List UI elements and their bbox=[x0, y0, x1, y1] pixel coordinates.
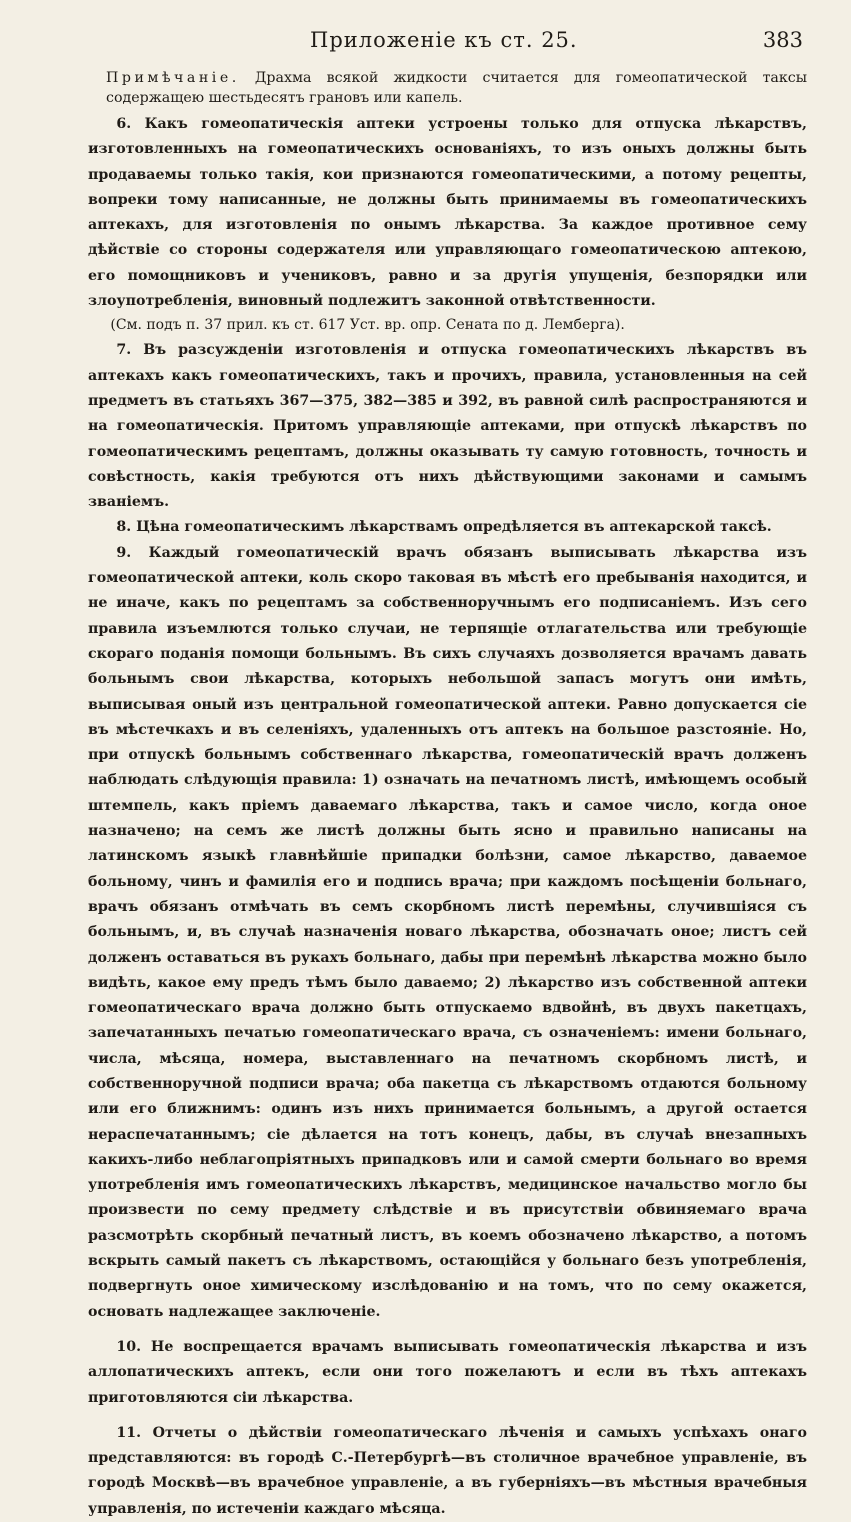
note-text: Драхма всякой жидкости считается для гомеопатической таксы содержащею шестьдесятъ грановъ или капель. bbox=[106, 70, 807, 106]
article-number: 7. bbox=[116, 342, 132, 359]
citation-note: (См. подъ п. 37 прил. къ ст. 617 Уст. вр. опр. Сената по д. Лемберга). bbox=[110, 317, 625, 334]
article-number: 9. bbox=[116, 544, 132, 561]
article-9 bbox=[88, 541, 807, 1325]
spacer bbox=[88, 1325, 807, 1335]
spacer bbox=[88, 1411, 807, 1421]
article-text: Цѣна гомеопатическимъ лѣкарствамъ опредѣляется въ аптекарской таксѣ. bbox=[131, 519, 772, 536]
article-text: Не воспрещается врачамъ выписывать гомеопатическія лѣкарства и изъ аллопатическихъ аптекъ, если они того пожелаютъ и если въ тѣхъ аптекахъ приготовляются сіи лѣкарства. bbox=[88, 1338, 807, 1406]
article-number: 11. bbox=[116, 1424, 142, 1441]
page-header bbox=[88, 22, 807, 68]
article-6 bbox=[88, 112, 807, 314]
article-number: 8. bbox=[116, 519, 132, 536]
note-paragraph bbox=[106, 68, 807, 108]
article-7 bbox=[88, 338, 807, 515]
article-text: Отчеты о дѣйствіи гомеопатическаго лѣченія и самыхъ успѣхахъ онаго представляются: въ городѣ С.-Петербургѣ—въ столичное врачебное управленіе, въ городѣ Москвѣ—въ врачебное управленіе, а въ губерніяхъ—въ мѣстныя врачебныя управленія, по истеченіи каждаго мѣсяца. bbox=[88, 1424, 807, 1517]
article-number: 6. bbox=[116, 116, 132, 132]
article-text: Какъ гомеопатическія аптеки устроены только для отпуска лѣкарствъ, изготовленныхъ на гомеопатическихъ основаніяхъ, то изъ оныхъ должны быть продаваемы только такія, кои признаются гомеопатическими, а потому рецепты, вопреки тому написанные, не должны быть принимаемы въ гомеопатическихъ аптекахъ, для изготовленія по онымъ лѣкарства. За каждое противное сему дѣйствіе со стороны содержателя или управляющаго гомеопатическою аптекою, его помощниковъ и учениковъ, равно и за другія упущенія, безпорядки или злоупотребленія, виновный подлежитъ законной отвѣтственности. bbox=[88, 116, 807, 310]
article-text: Каждый гомеопатическій врачъ обязанъ выписывать лѣкарства изъ гомеопатической аптеки, коль скоро таковая въ мѣстѣ его пребыванія находится, и не иначе, какъ по рецептамъ за собственноручнымъ его подписаніемъ. Изъ сего правила изъемлются только случаи, не терпящіе отлагательства или требующіе скораго поданія помощи больнымъ. Въ сихъ случаяхъ дозволяется врачамъ давать больнымъ свои лѣкарства, которыхъ небольшой запасъ могутъ они имѣть, выписывая оный изъ центральной гомеопатической аптеки. Равно допускается сіе въ мѣстечкахъ и въ селеніяхъ, удаленныхъ отъ аптекъ на большое разстояніе. Но, при отпускѣ больнымъ собственнаго лѣкарства, гомеопатическій врачъ долженъ наблюдать слѣдующія правила: 1) означать на печатномъ листѣ, имѣющемъ особый штемпель, какъ пріемъ даваемаго лѣкарства, такъ и самое число, когда оное назначено; на семъ же листѣ должны быть ясно и правильно написаны на латинскомъ языкѣ главнѣйшіе припадки болѣзни, самое лѣкарство, даваемое больному, чинъ и фамилія его и подпись врача; при каждомъ посѣщеніи больнаго, врачъ обязанъ отмѣчать въ семъ скорбномъ листѣ перемѣны, случившіяся съ больнымъ, и, въ случаѣ назначенія новаго лѣкарства, обозначать оное; листъ сей долженъ оставаться въ рукахъ больнаго, дабы при перемѣнѣ лѣкарства можно было видѣть, какое ему предъ тѣмъ было даваемо; 2) лѣкарство изъ собственной аптеки гомеопатическаго врача должно быть отпускаемо вдвойнѣ, въ двухъ пакетцахъ, запечатанныхъ печатью гомеопатическаго врача, съ означеніемъ: имени больнаго, числа, мѣсяца, номера, выставленнаго на печатномъ скорбномъ листѣ, и собственноручной подписи врача; оба пакетца съ лѣкарствомъ отдаются больному или его ближнимъ: одинъ изъ нихъ принимается больнымъ, а другой остается нераспечатаннымъ; сіе дѣлается на тотъ конецъ, дабы, въ случаѣ внезапныхъ какихъ-либо неблагопріятныхъ припадковъ или и самой смерти больнаго во время употребленія имъ гомеопатическихъ лѣкарствъ, медицинское начальство могло бы произвести по сему предмету слѣдствіе и въ присутствіи обвиняемаго врача разсмотрѣть скорбный печатный листъ, въ коемъ обозначено лѣкарство, а потомъ вскрыть самый пакетъ съ лѣкарствомъ, остающійся у больнаго безъ употребленія, подвергнуть оное химическому изслѣдованію и на томъ, что по сему окажется, основать надлежащее заключеніе. bbox=[88, 544, 807, 1320]
running-title: Приложеніе къ ст. 25. bbox=[310, 28, 578, 52]
note-label: Примѣчаніе. bbox=[106, 70, 240, 86]
article-text: Въ разсужденіи изготовленія и отпуска гомеопатическихъ лѣкарствъ въ аптекахъ какъ гомеопатическихъ, такъ и прочихъ, правила, установленныя на сей предметъ въ статьяхъ 367—375, 382—385 и 392, въ равной силѣ распространяются и на гомеопатическія. Притомъ управляющіе аптеками, при отпускѣ лѣкарствъ по гомеопатическимъ рецептамъ, должны оказывать ту самую готовность, точность и совѣстность, какія требуются отъ нихъ дѣйствующими законами и самымъ званіемъ. bbox=[88, 342, 807, 511]
article-number: 10. bbox=[116, 1338, 142, 1355]
article-11 bbox=[88, 1421, 807, 1522]
page-number: 383 bbox=[762, 28, 803, 52]
article-10 bbox=[88, 1335, 807, 1411]
article-8 bbox=[88, 515, 807, 540]
